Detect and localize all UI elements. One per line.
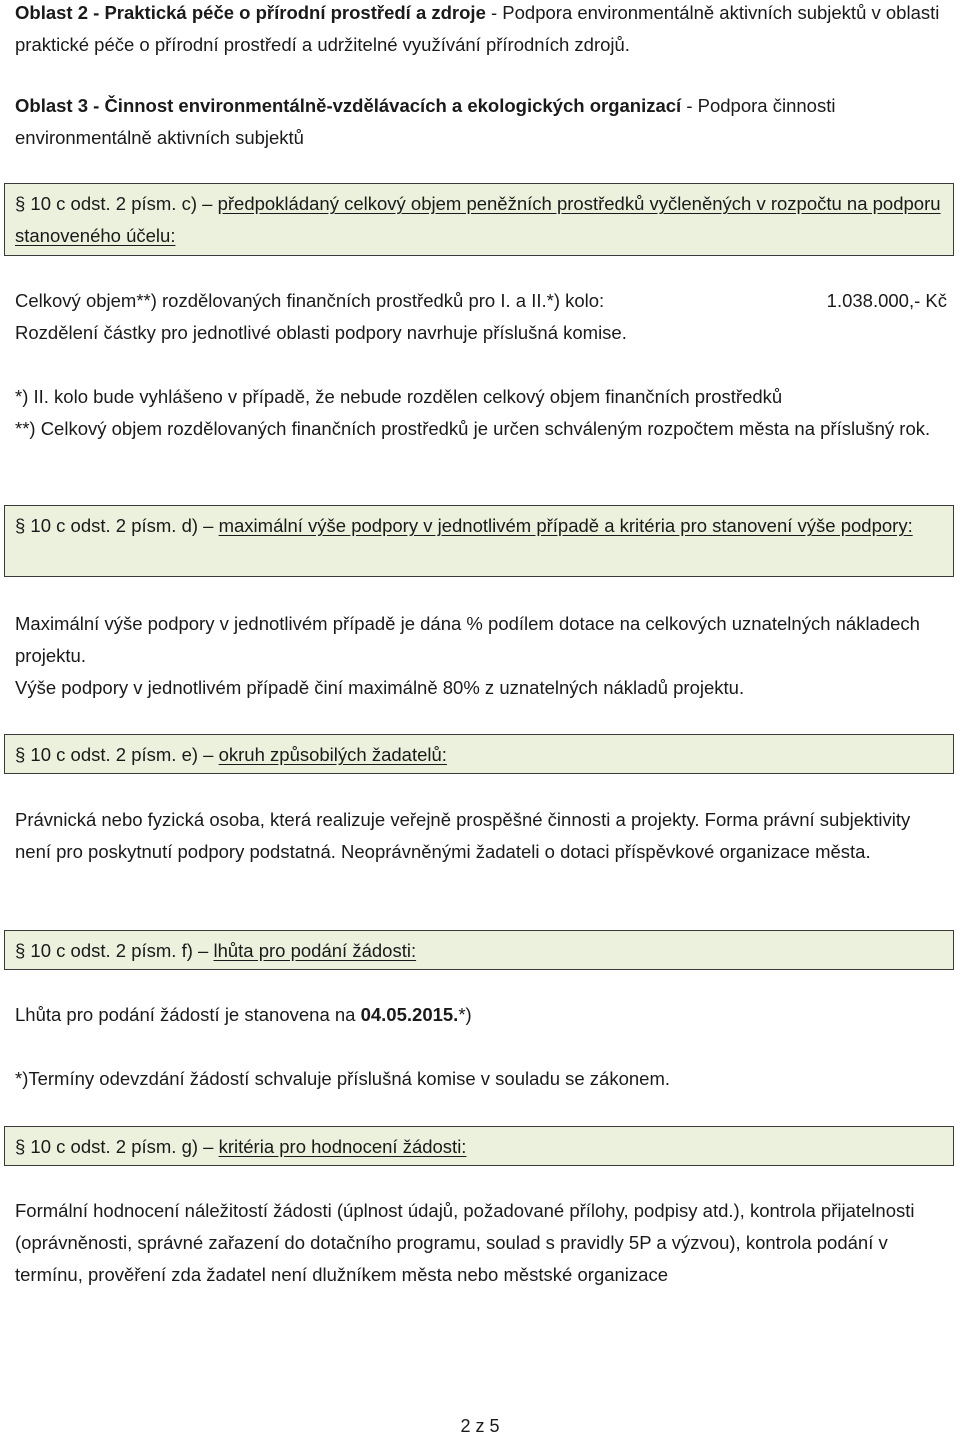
deadline-date: 04.05.2015. bbox=[360, 1004, 459, 1025]
oblast3-title: Oblast 3 - Činnost environmentálně-vzdělávacích a ekologických organizací bbox=[15, 95, 682, 116]
section-f-dash: – bbox=[192, 940, 214, 961]
oblast2-paragraph bbox=[15, 0, 950, 61]
page-number: 2 z 5 bbox=[460, 1416, 500, 1436]
section-f-title: lhůta pro podání žádosti: bbox=[213, 940, 417, 961]
section-d-header bbox=[4, 505, 954, 577]
section-e-header bbox=[4, 734, 954, 774]
section-g-title: kritéria pro hodnocení žádosti: bbox=[218, 1136, 467, 1157]
section-g-text: Formální hodnocení náležitostí žádosti (úplnost údajů, požadované přílohy, podpisy atd.), kontrola přijatelnosti (oprávněnosti, správné zařazení do dotačního programu, soulad s pravidly 5P a výzvou), kontrola podání v termínu, prověření zda žadatel není dlužníkem města nebo městské organizace bbox=[15, 1200, 915, 1285]
section-c-title: předpokládaný celkový objem peněžních prostředků vyčleněných v rozpočtu na podporu stanoveného účelu: bbox=[15, 193, 941, 246]
section-f-text bbox=[15, 999, 950, 1031]
section-d-text1: Maximální výše podpory v jednotlivém případě je dána % podílem dotace na celkových uznatelných nákladech projektu. bbox=[15, 613, 920, 666]
footnote-2: **) Celkový objem rozdělovaných finančních prostředků je určen schváleným rozpočtem města na příslušný rok. bbox=[15, 418, 931, 439]
section-e-ref: § 10 c odst. 2 písm. e) bbox=[15, 744, 199, 765]
section-d-title: maximální výše podpory v jednotlivém případě a kritéria pro stanovení výše podpory: bbox=[218, 515, 913, 536]
oblast3-paragraph bbox=[15, 90, 950, 154]
total-label: Celkový objem**) rozdělovaných finančních prostředků pro I. a II.*) kolo: bbox=[15, 290, 605, 311]
total-amount: 1.038.000,- Kč bbox=[826, 290, 947, 311]
section-e-dash: – bbox=[198, 744, 219, 765]
section-d-text2: Výše podpory v jednotlivém případě činí maximálně 80% z uznatelných nákladů projektu. bbox=[15, 677, 745, 698]
section-c-ref: § 10 c odst. 2 písm. c) bbox=[15, 193, 197, 214]
footnote-1: *) II. kolo bude vyhlášeno v případě, že nebude rozdělen celkový objem finančních prostředků bbox=[15, 386, 783, 407]
oblast2-text: - Podpora environmentálně aktivních subjektů v oblasti praktické péče o přírodní prostředí a udržitelné využívání přírodních zdrojů. bbox=[15, 2, 940, 55]
section-f-note: *)Termíny odevzdání žádostí schvaluje příslušná komise v souladu se zákonem. bbox=[15, 1068, 671, 1089]
section-f-ref: § 10 c odst. 2 písm. f) bbox=[15, 940, 193, 961]
section-c-header bbox=[4, 183, 954, 256]
section-g-ref: § 10 c odst. 2 písm. g) bbox=[15, 1136, 199, 1157]
section-e-title: okruh způsobilých žadatelů: bbox=[218, 744, 447, 765]
section-c-dash: – bbox=[197, 193, 218, 214]
distribution-text: Rozdělení částky pro jednotlivé oblasti podpory navrhuje příslušná komise. bbox=[15, 322, 627, 343]
section-g-header bbox=[4, 1126, 954, 1166]
deadline-suffix: *) bbox=[458, 1004, 472, 1025]
oblast3-text: - Podpora činnosti environmentálně aktivních subjektů bbox=[15, 95, 836, 148]
deadline-prefix: Lhůta pro podání žádostí je stanovena na bbox=[15, 1004, 361, 1025]
section-e-text: Právnická nebo fyzická osoba, která realizuje veřejně prospěšné činnosti a projekty. Forma právní subjektivity není pro poskytnutí podpory podstatná. Neoprávněnými žadateli o dotaci příspěvkové organizace města. bbox=[15, 809, 911, 862]
section-d-dash: – bbox=[198, 515, 219, 536]
section-f-header bbox=[4, 930, 954, 970]
total-row bbox=[15, 285, 947, 317]
oblast2-title: Oblast 2 - Praktická péče o přírodní prostředí a zdroje bbox=[15, 2, 486, 23]
section-g-dash: – bbox=[198, 1136, 219, 1157]
section-d-ref: § 10 c odst. 2 písm. d) bbox=[15, 515, 199, 536]
